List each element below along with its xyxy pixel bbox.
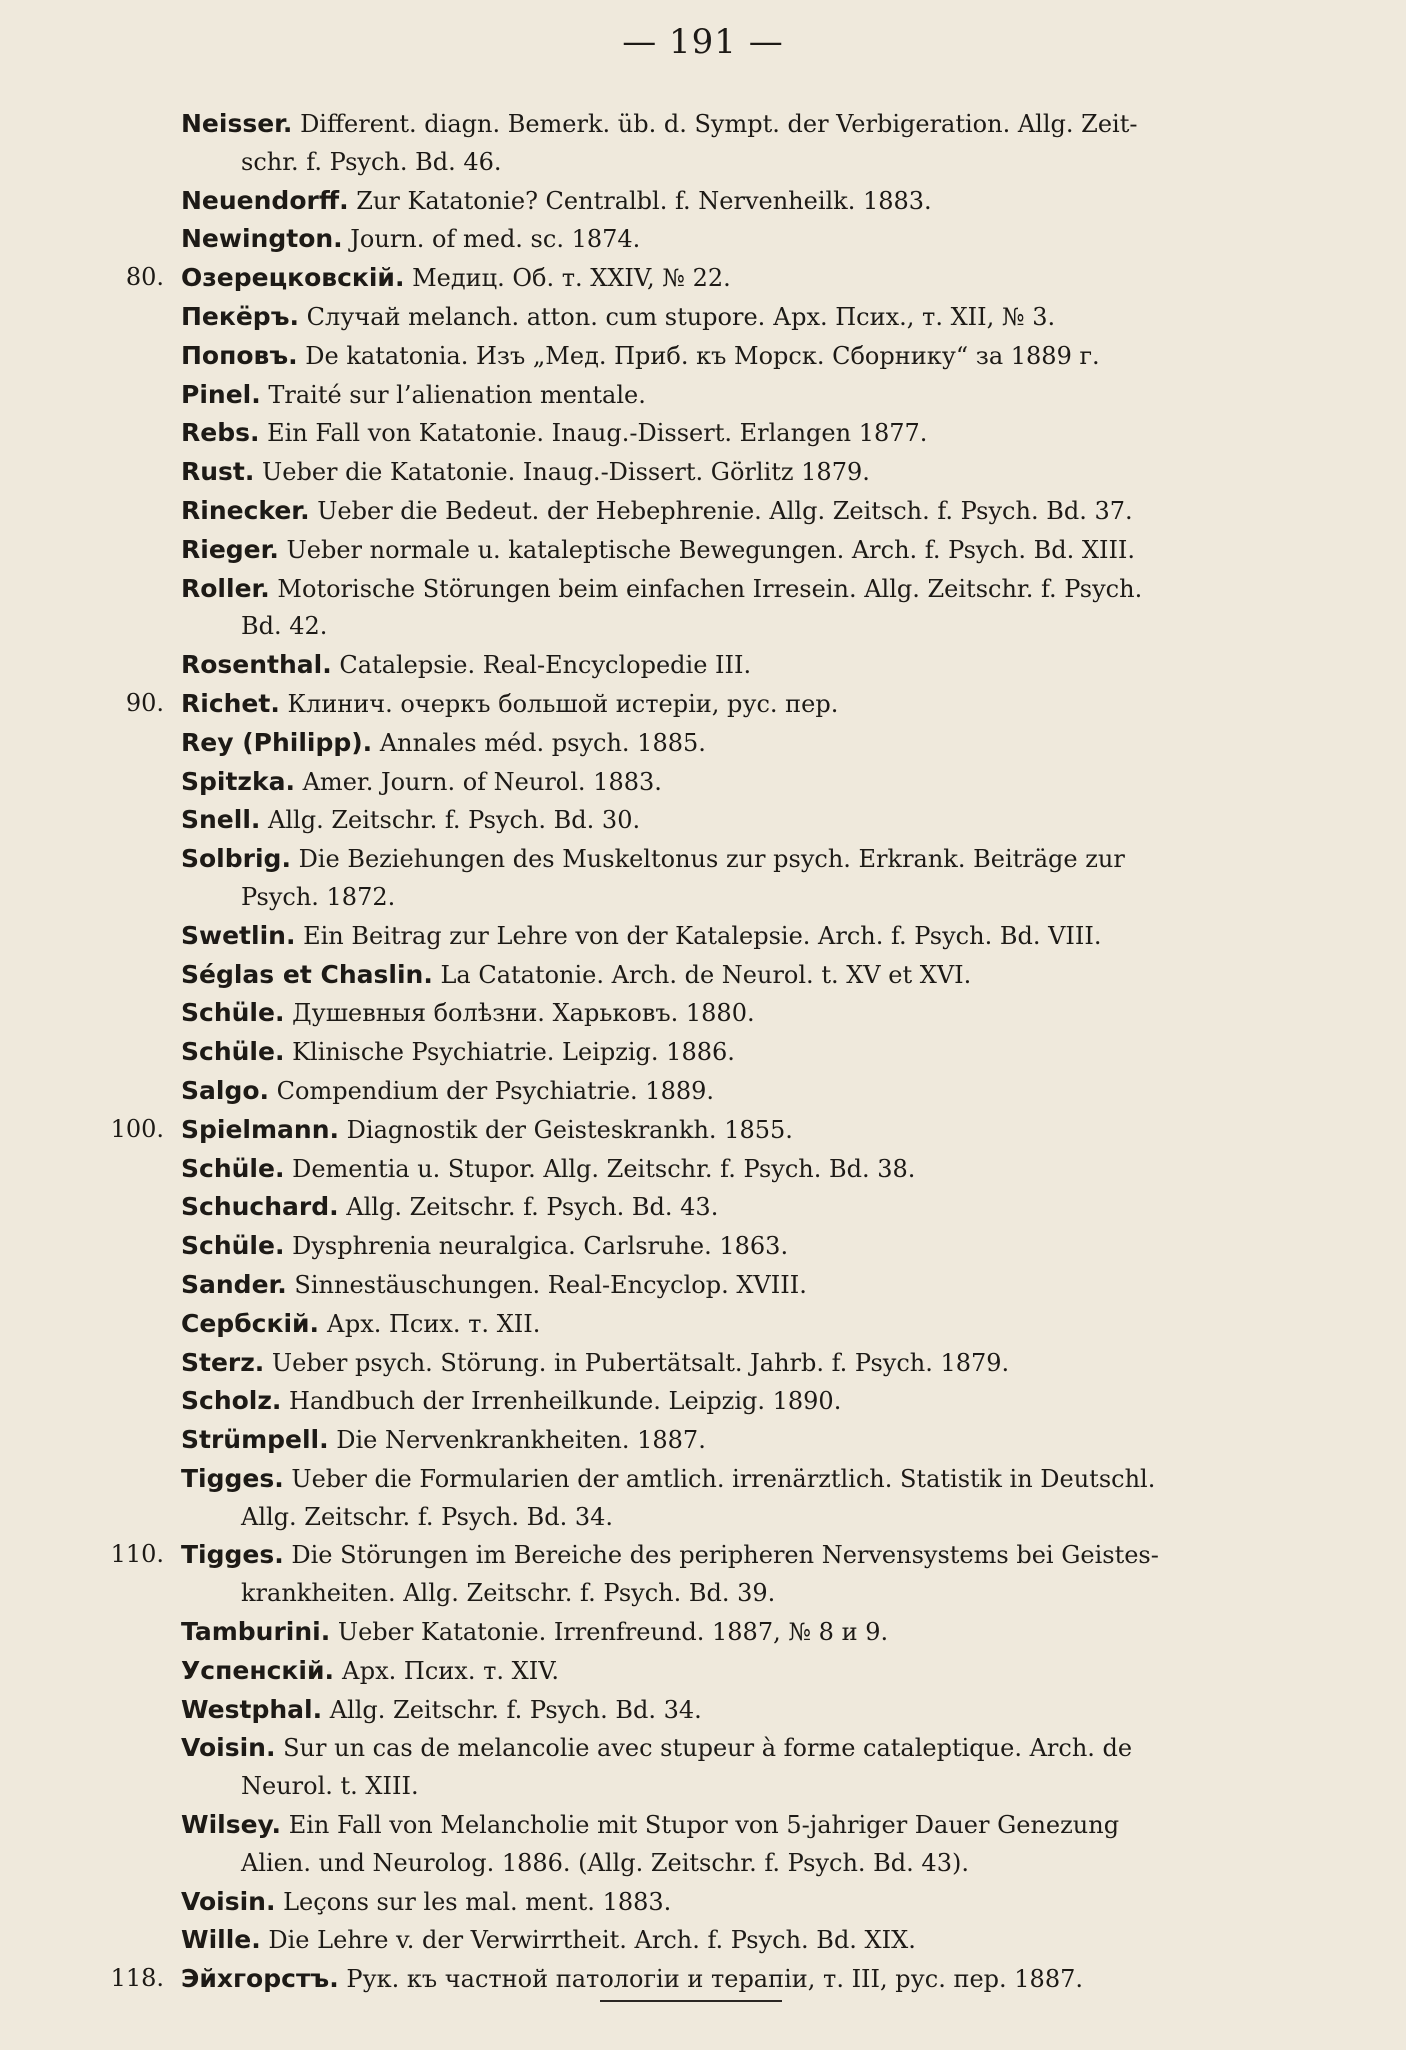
bibliography-entry	[0, 337, 1406, 376]
entry-author: Roller.	[181, 573, 270, 603]
entry-number: 90.	[125, 688, 164, 717]
entry-text: Sinnestäuschungen. Real-Encyclop. XVIII.	[286, 1270, 807, 1299]
entry-number: 110.	[110, 1540, 164, 1569]
entry-text: Diagnostik der Geisteskrankh. 1855.	[339, 1115, 793, 1144]
entry-text: Handbuch der Irrenheilkunde. Leipzig. 1890.	[281, 1387, 842, 1416]
entry-text: Арх. Псих. т. XII.	[319, 1309, 541, 1338]
entry-author: Сербскій.	[181, 1308, 320, 1338]
entry-continuation: Neurol. t. XIII.	[241, 1772, 419, 1801]
entry-text: Ein Fall von Melancholie mit Stupor von 5-jahriger Dauer Genezung	[281, 1811, 1120, 1840]
bibliography-entry	[0, 1729, 1406, 1806]
entry-author: Озерецковскій.	[181, 263, 405, 293]
bibliography-entry	[0, 298, 1406, 337]
bibliography-entry	[0, 1111, 1406, 1150]
entry-text: Compendium der Psychiatrie. 1889.	[269, 1076, 715, 1105]
entry-author: Westphal.	[181, 1694, 323, 1724]
entry-author: Richet.	[181, 688, 280, 718]
entry-text: Motorische Störungen beim einfachen Irresein. Allg. Zeitschr. f. Psych.	[269, 574, 1143, 603]
entry-author: Voisin.	[181, 1733, 276, 1763]
entry-text: Allg. Zeitschr. f. Psych. Bd. 34.	[322, 1695, 702, 1724]
entry-continuation: Psych. 1872.	[241, 882, 396, 911]
bibliography-list	[0, 105, 1406, 1999]
bibliography-entry	[0, 1266, 1406, 1305]
bibliography-entry	[0, 763, 1406, 802]
entry-text: Ueber psych. Störung. in Pubertätsalt. Jahrb. f. Psych. 1879.	[264, 1348, 1010, 1377]
entry-text: Allg. Zeitschr. f. Psych. Bd. 43.	[338, 1193, 719, 1222]
entry-author: Rey (Philipp).	[181, 727, 373, 757]
entry-continuation: Alien. und Neurolog. 1886. (Allg. Zeitschr. f. Psych. Bd. 43).	[241, 1848, 969, 1877]
entry-number: 118.	[110, 1964, 164, 1993]
entry-text: La Catatonie. Arch. de Neurol. t. XV et XVI.	[432, 960, 972, 989]
entry-text: Die Nervenkrankheiten. 1887.	[328, 1426, 706, 1455]
entry-author: Tigges.	[181, 1463, 284, 1493]
entry-author: Sterz.	[181, 1347, 265, 1377]
entry-text: Zur Katatonie? Centralbl. f. Nervenheilk. 1883.	[348, 186, 932, 215]
entry-author: Swetlin.	[181, 920, 296, 950]
bibliography-entry	[0, 1691, 1406, 1730]
entry-text: Dysphrenia neuralgica. Carlsruhe. 1863.	[284, 1232, 789, 1261]
entry-text: Ueber normale u. kataleptische Bewegungen. Arch. f. Psych. Bd. XIII.	[278, 535, 1136, 564]
page-number: — 191 —	[622, 22, 784, 62]
bibliography-entry	[0, 724, 1406, 763]
entry-text: Annales méd. psych. 1885.	[372, 728, 706, 757]
bibliography-entry	[0, 1305, 1406, 1344]
bibliography-entry	[0, 917, 1406, 956]
entry-text: Journ. of med. sc. 1874.	[342, 225, 641, 254]
bibliography-entry	[0, 956, 1406, 995]
entry-author: Spitzka.	[181, 766, 295, 796]
entry-text: Ueber die Formularien der amtlich. irrenärztlich. Statistik in Deutschl.	[283, 1464, 1156, 1493]
entry-text: Ueber die Katatonie. Inaug.-Dissert. Görlitz 1879.	[254, 458, 870, 487]
entry-text: Клинич. очеркъ большой истеріи, рус. пер.	[279, 689, 839, 718]
entry-text: Klinische Psychiatrie. Leipzig. 1886.	[284, 1038, 735, 1067]
entry-text: Dementia u. Stupor. Allg. Zeitschr. f. Psych. Bd. 38.	[284, 1154, 916, 1183]
bibliography-entry	[0, 414, 1406, 453]
bibliography-entry	[0, 220, 1406, 259]
entry-author: Scholz.	[181, 1386, 282, 1416]
bibliography-entry	[0, 1921, 1406, 1960]
bibliography-entry	[0, 1382, 1406, 1421]
bibliography-entry	[0, 840, 1406, 917]
entry-author: Pinel.	[181, 379, 261, 409]
entry-author: Schuchard.	[181, 1192, 339, 1222]
bibliography-entry	[0, 1072, 1406, 1111]
entry-author: Neisser.	[181, 109, 293, 138]
entry-author: Rust.	[181, 457, 255, 487]
entry-text: Ein Fall von Katatonie. Inaug.-Dissert. Erlangen 1877.	[259, 419, 928, 448]
entry-author: Snell.	[181, 805, 261, 835]
bibliography-entry	[0, 1227, 1406, 1266]
entry-text: Allg. Zeitschr. f. Psych. Bd. 30.	[260, 806, 641, 835]
entry-text: Душевныя болѣзни. Харьковъ. 1880.	[284, 999, 755, 1028]
bibliography-entry	[0, 1806, 1406, 1883]
entry-author: Schüle.	[181, 998, 285, 1028]
entry-continuation: krankheiten. Allg. Zeitschr. f. Psych. Bd. 39.	[241, 1579, 776, 1608]
entry-author: Эйхгорстъ.	[181, 1964, 339, 1994]
entry-continuation: schr. f. Psych. Bd. 46.	[241, 147, 502, 176]
entry-author: Rinecker.	[181, 495, 310, 525]
bibliography-entry	[0, 1613, 1406, 1652]
entry-number: 100.	[110, 1114, 164, 1143]
bibliography-entry	[0, 1883, 1406, 1922]
bibliography-entry	[0, 1960, 1406, 1999]
entry-author: Пекёръ.	[181, 301, 299, 331]
bibliography-entry	[0, 570, 1406, 647]
entry-author: Sander.	[181, 1269, 287, 1299]
entry-author: Solbrig.	[181, 844, 291, 874]
entry-text: De katatonia. Изъ „Мед. Приб. къ Морск. Сборнику“ за 1889 г.	[297, 341, 1100, 370]
entry-text: Рук. къ частной патологіи и терапіи, т. III, рус. пер. 1887.	[338, 1965, 1083, 1994]
entry-text: Amer. Journ. of Neurol. 1883.	[294, 767, 662, 796]
entry-continuation: Bd. 42.	[241, 612, 328, 641]
bibliography-entry	[0, 646, 1406, 685]
entry-text: Sur un cas de melancolie avec stupeur à forme cataleptique. Arch. de	[275, 1734, 1133, 1763]
entry-text: Die Lehre v. der Verwirrtheit. Arch. f. Psych. Bd. XIX.	[260, 1926, 916, 1955]
entry-text: Медиц. Об. т. XXIV, № 22.	[404, 264, 731, 293]
entry-text: Ein Beitrag zur Lehre von der Katalepsie. Arch. f. Psych. Bd. VIII.	[295, 921, 1102, 950]
entry-continuation: Allg. Zeitschr. f. Psych. Bd. 34.	[241, 1502, 614, 1531]
bibliography-entry	[0, 492, 1406, 531]
bibliography-entry	[0, 182, 1406, 221]
entry-text: Ueber Katatonie. Irrenfreund. 1887, № 8 и 9.	[330, 1618, 889, 1647]
entry-text: Арх. Псих. т. XIV.	[333, 1656, 559, 1685]
entry-author: Wille.	[181, 1925, 261, 1955]
bibliography-entry	[0, 1150, 1406, 1189]
entry-author: Newington.	[181, 224, 343, 254]
bibliography-entry	[0, 1421, 1406, 1460]
entry-author: Tamburini.	[181, 1617, 331, 1647]
bibliography-entry	[0, 1652, 1406, 1691]
bibliography-entry	[0, 1460, 1406, 1537]
entry-author: Salgo.	[181, 1075, 270, 1105]
entry-author: Успенскій.	[181, 1655, 334, 1685]
entry-text: Die Beziehungen des Muskeltonus zur psych. Erkrank. Beiträge zur	[290, 845, 1125, 874]
entry-author: Strümpell.	[181, 1425, 329, 1455]
bibliography-entry	[0, 1033, 1406, 1072]
entry-text: Случай melanch. atton. cum stupore. Арх. Псих., т. XII, № 3.	[298, 302, 1056, 331]
entry-text: Ueber die Bedeut. der Hebephrenie. Allg. Zeitsch. f. Psych. Bd. 37.	[309, 496, 1133, 525]
bibliography-entry	[0, 685, 1406, 724]
bibliography-entry	[0, 531, 1406, 570]
entry-author: Schüle.	[181, 1037, 285, 1067]
bibliography-entry	[0, 1536, 1406, 1613]
bibliography-entry	[0, 1188, 1406, 1227]
entry-number: 80.	[125, 263, 164, 292]
entry-text: Traité sur l’alienation mentale.	[260, 380, 646, 409]
entry-author: Séglas et Chaslin.	[181, 959, 433, 989]
entry-author: Rieger.	[181, 534, 279, 564]
bottom-rule	[600, 2000, 782, 2002]
entry-text: Catalepsie. Real-Encyclopedie III.	[331, 651, 752, 680]
entry-author: Поповъ.	[181, 340, 298, 370]
entry-author: Spielmann.	[181, 1114, 340, 1144]
entry-author: Neuendorff.	[181, 185, 349, 215]
entry-author: Wilsey.	[181, 1810, 282, 1840]
bibliography-entry	[0, 105, 1406, 182]
bibliography-entry	[0, 801, 1406, 840]
bibliography-entry	[0, 376, 1406, 415]
entry-author: Voisin.	[181, 1886, 276, 1916]
entry-author: Schüle.	[181, 1153, 285, 1183]
bibliography-entry	[0, 453, 1406, 492]
entry-author: Rosenthal.	[181, 650, 332, 680]
entry-text: Different. diagn. Bemerk. üb. d. Sympt. der Verbigeration. Allg. Zeit-	[292, 110, 1138, 138]
bibliography-entry	[0, 994, 1406, 1033]
bibliography-entry	[0, 1344, 1406, 1383]
entry-author: Tigges.	[181, 1540, 284, 1570]
entry-text: Die Störungen im Bereiche des peripheren Nervensystems bei Geistes-	[283, 1541, 1159, 1570]
bibliography-entry	[0, 259, 1406, 298]
entry-author: Schüle.	[181, 1231, 285, 1261]
entry-author: Rebs.	[181, 418, 260, 448]
entry-text: Leçons sur les mal. ment. 1883.	[275, 1887, 672, 1916]
